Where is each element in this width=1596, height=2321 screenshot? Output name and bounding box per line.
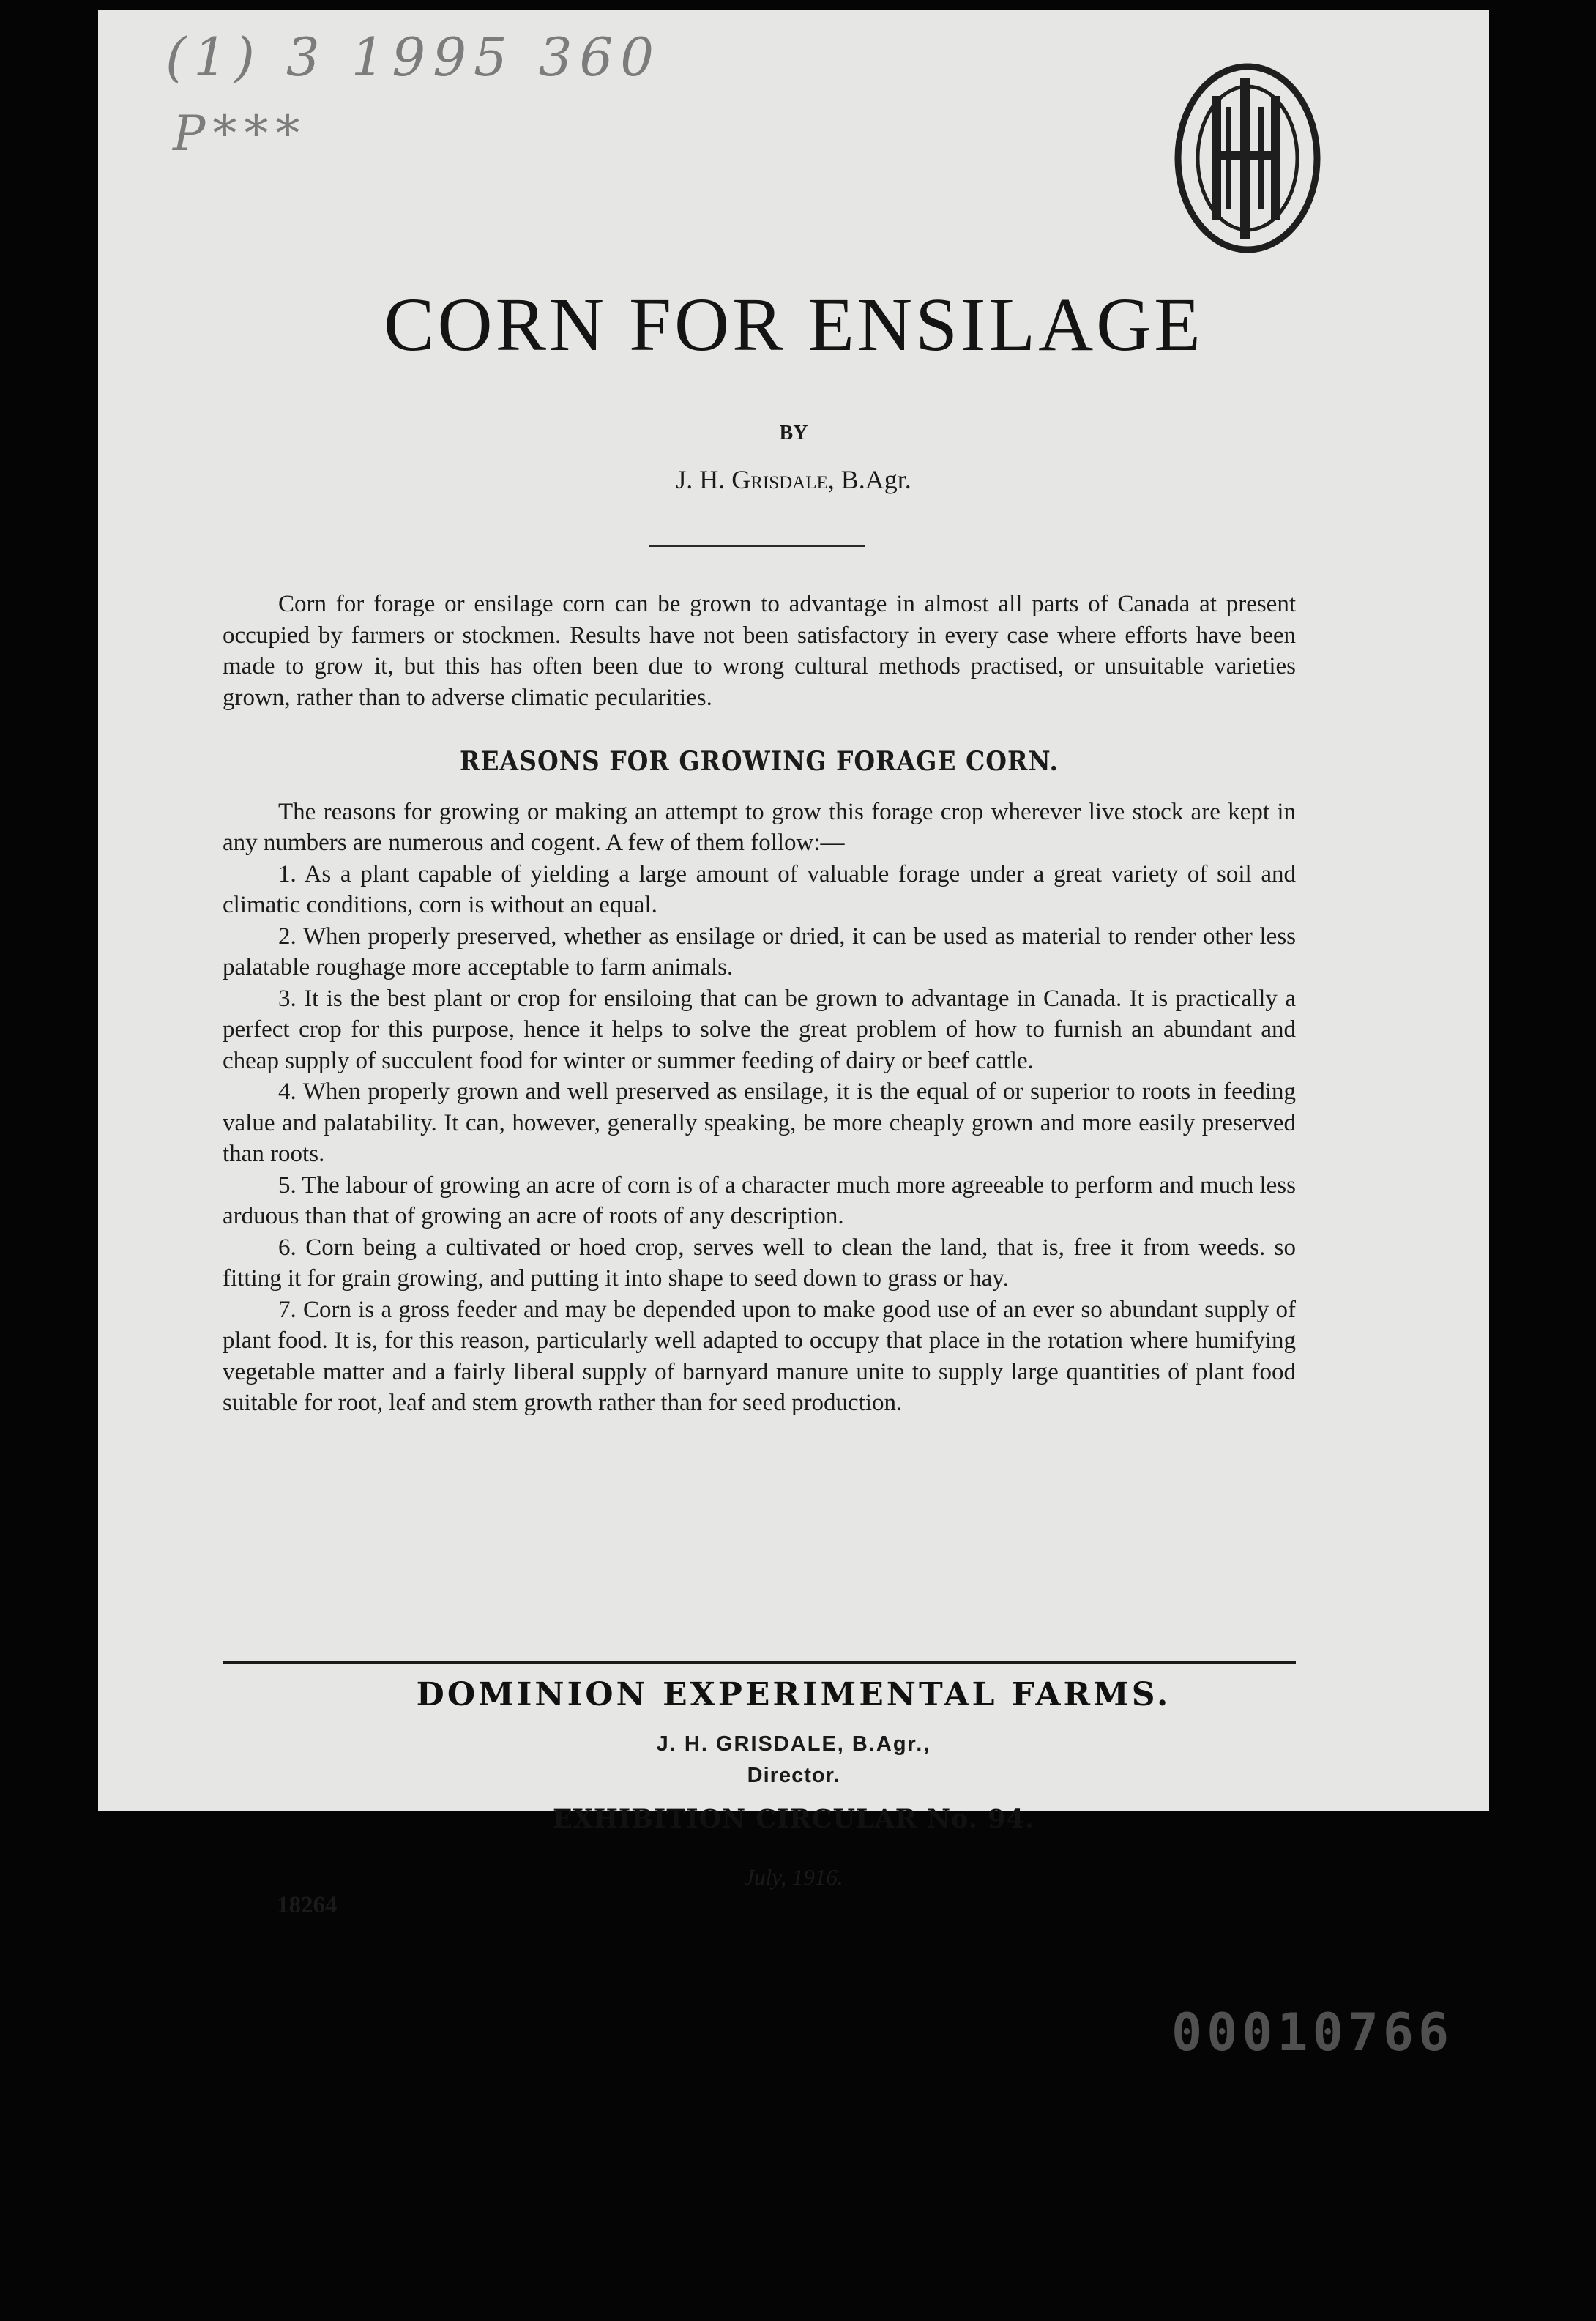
title-divider bbox=[649, 545, 865, 547]
director-name: J. H. GRISDALE, B.Agr., bbox=[656, 1732, 931, 1756]
byline: BY bbox=[779, 422, 808, 444]
publication-date: July, 1916. bbox=[744, 1864, 843, 1890]
reason-item: 3. It is the best plant or crop for ensiloing that can be grown to advantage in Canada. It is practically a perfect crop for this purpose, hence it helps to solve the great problem of how to furnish an abundant and cheap supply of succulent food for winter or summer feeding of dairy or beef cattle. bbox=[223, 985, 1296, 1074]
reason-item: 5. The labour of growing an acre of corn is of a character much more agreeable to perform and much less arduous than that of growing an acre of roots of any description. bbox=[223, 1171, 1296, 1229]
reason-item: 2. When properly preserved, whether as ensilage or dried, it can be used as material to render other less palatable roughage more acceptable to farm animals. bbox=[223, 923, 1296, 980]
organization-name: DOMINION EXPERIMENTAL FARMS. bbox=[416, 1676, 1171, 1713]
intro-paragraph: Corn for forage or ensilage corn can be grown to advantage in almost all parts of Canada at present occupied by farmers or stockmen. Results have not been satisfactory in every case where efforts have been made to grow it, but this has often been due to wrong cultural methods practised, or unsuitable varieties grown, rather than to adverse climatic pecularities. bbox=[223, 591, 1296, 711]
pencil-annotation-catalog: (1) 3 1995 360 bbox=[165, 26, 662, 88]
microfilm-reel-number: 00010766 bbox=[1171, 2003, 1454, 2063]
document-title: CORN FOR ENSILAGE bbox=[384, 283, 1204, 367]
library-stamp-icon bbox=[1167, 56, 1328, 261]
footer-divider bbox=[223, 1661, 1296, 1664]
author-degree: , B.Agr. bbox=[827, 465, 911, 494]
section-heading: REASONS FOR GROWING FORAGE CORN. bbox=[459, 745, 1059, 777]
reason-item: 1. As a plant capable of yielding a large amount of valuable forage under a great variety of soil and climatic conditions, corn is without an equal. bbox=[223, 860, 1296, 918]
article-body bbox=[223, 589, 1296, 1419]
reason-item: 7. Corn is a gross feeder and may be depended upon to make good use of an ever so abundant supply of plant food. It is, for this reason, particularly well adapted to occupy that place in the rotation where humifying vegetable matter and a fairly liberal supply of barnyard manure unite to supply large quantities of plant food suitable for root, leaf and stem growth rather than for seed production. bbox=[223, 1296, 1296, 1416]
reason-item: 6. Corn being a cultivated or hoed crop, serves well to clean the land, that is, free it from weeds. so fitting it for grain growing, and putting it into shape to seed down to grass or hay. bbox=[223, 1234, 1296, 1292]
circular-number: EXHIBITION CIRCULAR No. 94. bbox=[552, 1804, 1035, 1834]
section-lead: The reasons for growing or making an attempt to grow this forage crop wherever live stock are kept in any numbers are numerous and cogent. A few of them follow:— bbox=[223, 798, 1296, 856]
author-initials: J. H. bbox=[676, 465, 732, 494]
print-code: 18264 bbox=[277, 1892, 338, 1918]
reasons-list bbox=[223, 859, 1296, 1419]
author-line bbox=[98, 464, 1489, 495]
director-title: Director. bbox=[747, 1764, 840, 1787]
reason-item: 4. When properly grown and well preserved as ensilage, it is the equal of or superior to roots in feeding value and palatability. It can, however, generally speaking, be more cheaply grown and more easily preserved than roots. bbox=[223, 1078, 1296, 1167]
document-page bbox=[98, 10, 1489, 1918]
pencil-annotation-mark: P*** bbox=[173, 105, 307, 162]
author-surname: Grisdale bbox=[731, 465, 828, 494]
